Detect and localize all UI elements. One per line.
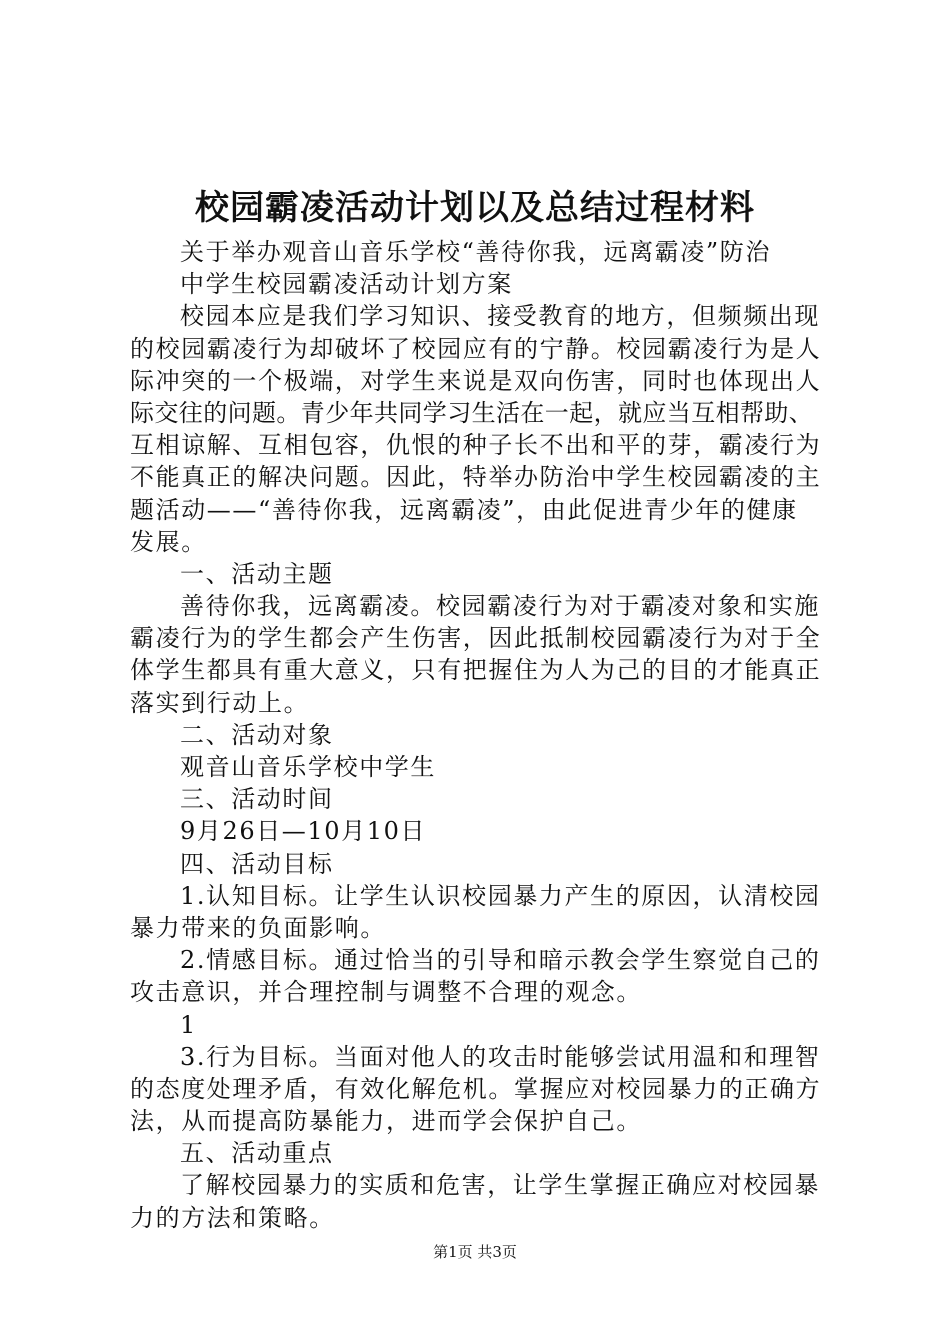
document-line: 一、活动主题 [180, 559, 334, 588]
document-line: 不能真正的解决问题。因此，特举办防治中学生校园霸凌的主 [130, 463, 822, 492]
document-line: 1.认知目标。让学生认识校园暴力产生的原因，认清校园 [180, 881, 821, 910]
document-line: 五、活动重点 [180, 1139, 334, 1168]
document-body [130, 236, 830, 1234]
document-line: 发展。 [130, 527, 207, 556]
document-line: 互相谅解、互相包容，仇恨的种子长不出和平的芽，霸凌行为 [130, 431, 822, 460]
document-line: 法，从而提高防暴能力，进而学会保护自己。 [130, 1107, 642, 1136]
document-line: 攻击意识，并合理控制与调整不合理的观念。 [130, 978, 642, 1007]
document-line: 四、活动目标 [180, 849, 334, 878]
document-line: 1 [180, 1010, 197, 1039]
document-line: 3.行为目标。当面对他人的攻击时能够尝试用温和和理智 [180, 1042, 821, 1071]
document-line: 题活动——“善待你我，远离霸凌”，由此促进青少年的健康 [130, 495, 798, 524]
document-line: 中学生校园霸凌活动计划方案 [180, 270, 513, 299]
document-line: 9月26日—10月10日 [180, 817, 427, 846]
document-line: 体学生都具有重大意义，只有把握住为人为己的目的才能真正 [130, 656, 822, 685]
document-line: 了解校园暴力的实质和危害，让学生掌握正确应对校园暴 [180, 1171, 820, 1200]
document-line: 暴力带来的负面影响。 [130, 913, 386, 942]
document-line: 观音山音乐学校中学生 [180, 753, 436, 781]
document-line: 的态度处理矛盾，有效化解危机。掌握应对校园暴力的正确方 [130, 1074, 822, 1103]
document-line: 关于举办观音山音乐学校“善待你我，远离霸凌”防治 [180, 238, 771, 266]
document-line: 际冲突的一个极端，对学生来说是双向伤害，同时也体现出人 [130, 366, 822, 395]
document-line: 的校园霸凌行为却破坏了校园应有的宁静。校园霸凌行为是人 [130, 334, 822, 363]
document-line: 际交往的问题。青少年共同学习生活在一起，就应当互相帮助、 [130, 398, 814, 427]
document-line: 二、活动对象 [180, 720, 334, 749]
document-line: 2.情感目标。通过恰当的引导和暗示教会学生察觉自己的 [180, 946, 821, 975]
document-line: 力的方法和策略。 [130, 1203, 335, 1232]
document-line: 三、活动时间 [180, 785, 334, 814]
document-line: 落实到行动上。 [130, 688, 310, 717]
document-line: 善待你我，远离霸凌。校园霸凌行为对于霸凌对象和实施 [180, 592, 820, 621]
document-line: 霸凌行为的学生都会产生伤害，因此抵制校园霸凌行为对于全 [130, 624, 822, 653]
document-title: 校园霸凌活动计划以及总结过程材料 [195, 188, 755, 228]
document-line: 校园本应是我们学习知识、接受教育的地方，但频频出现 [180, 302, 820, 331]
page-footer: 第1页 共3页 [433, 1243, 517, 1261]
